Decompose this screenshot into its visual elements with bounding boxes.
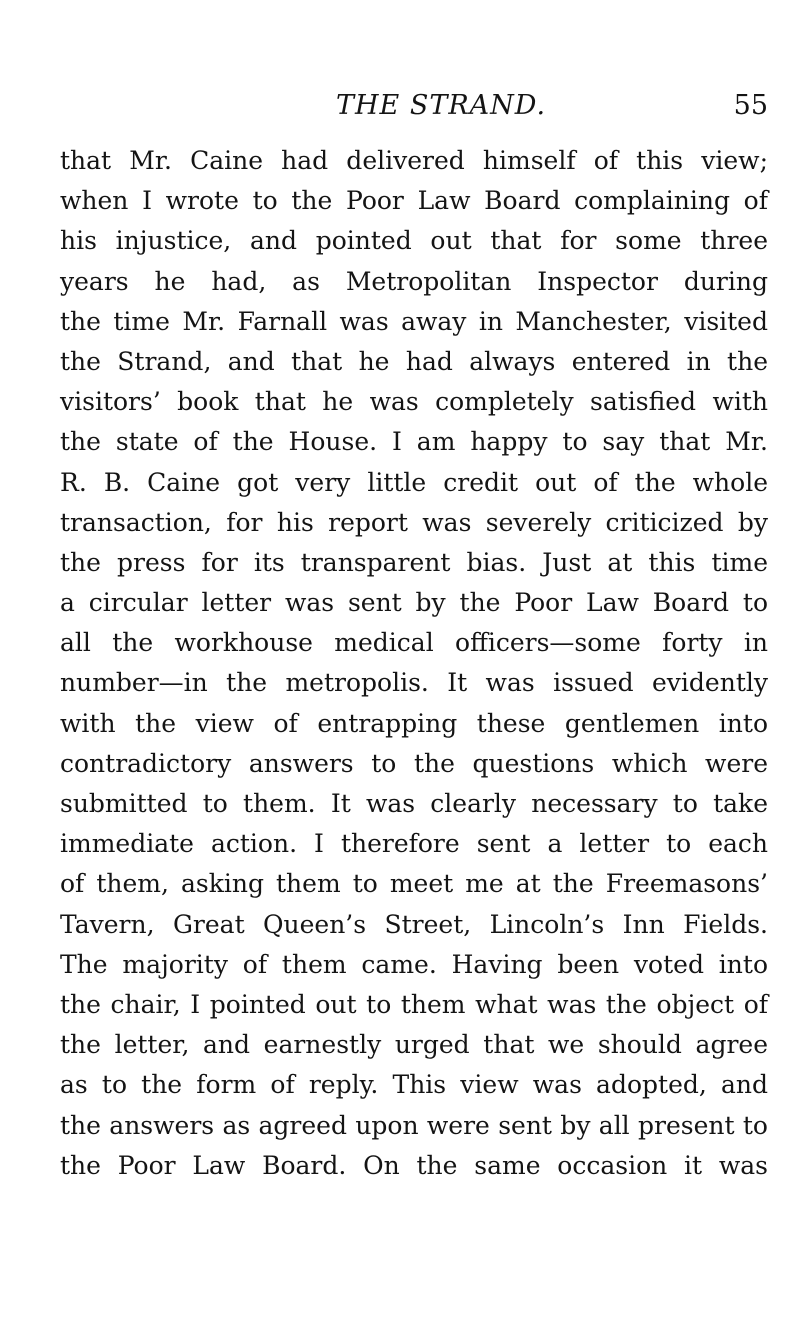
text-line: years he had, as Metropolitan Inspector during — [60, 266, 768, 296]
text-line: when I wrote to the Poor Law Board complaining of — [60, 186, 768, 216]
text-line: the press for its transparent bias. Just at this time — [60, 547, 768, 577]
text-line: with the view of entrapping these gentlemen into — [60, 708, 768, 738]
text-line: that Mr. Caine had delivered himself of this view; — [60, 146, 768, 175]
running-title: THE STRAND. — [336, 90, 547, 121]
text-line: contradictory answers to the questions which were — [60, 748, 768, 778]
text-line: The majority of them came. Having been voted into — [60, 949, 768, 979]
text-line: submitted to them. It was clearly necessary to take — [60, 789, 768, 818]
running-head — [60, 86, 768, 126]
text-line: the letter, and earnestly urged that we should agree — [60, 1030, 768, 1060]
text-line: a circular letter was sent by the Poor Law Board to — [60, 588, 768, 618]
page-number: 55 — [733, 90, 768, 121]
text-line: the Strand, and that he had always entered in the — [60, 346, 768, 376]
text-line: Tavern, Great Queen’s Street, Lincoln’s Inn Fields. — [60, 909, 768, 939]
text-line: R. B. Caine got very little credit out of the whole — [60, 467, 768, 497]
body-text — [60, 141, 768, 1186]
text-line: the Poor Law Board. On the same occasion it was — [60, 1150, 768, 1180]
text-line: the state of the House. I am happy to say that Mr. — [60, 427, 768, 457]
text-line: the time Mr. Farnall was away in Manchester, visited — [60, 306, 768, 336]
text-line: transaction, for his report was severely criticized by — [60, 507, 768, 537]
text-line: immediate action. I therefore sent a letter to each — [60, 829, 768, 859]
text-line: visitors’ book that he was completely satisfied with — [60, 387, 768, 417]
text-line: the answers as agreed upon were sent by all present to — [60, 1110, 768, 1140]
text-line: of them, asking them to meet me at the Freemasons’ — [60, 869, 768, 899]
text-line: all the workhouse medical officers—some forty in — [60, 628, 768, 658]
text-line: the chair, I pointed out to them what was the object of — [60, 989, 768, 1019]
text-line: number—in the metropolis. It was issued evidently — [60, 668, 768, 698]
text-line: his injustice, and pointed out that for some three — [60, 226, 768, 256]
text-line: as to the form of reply. This view was adopted, and — [60, 1070, 768, 1100]
